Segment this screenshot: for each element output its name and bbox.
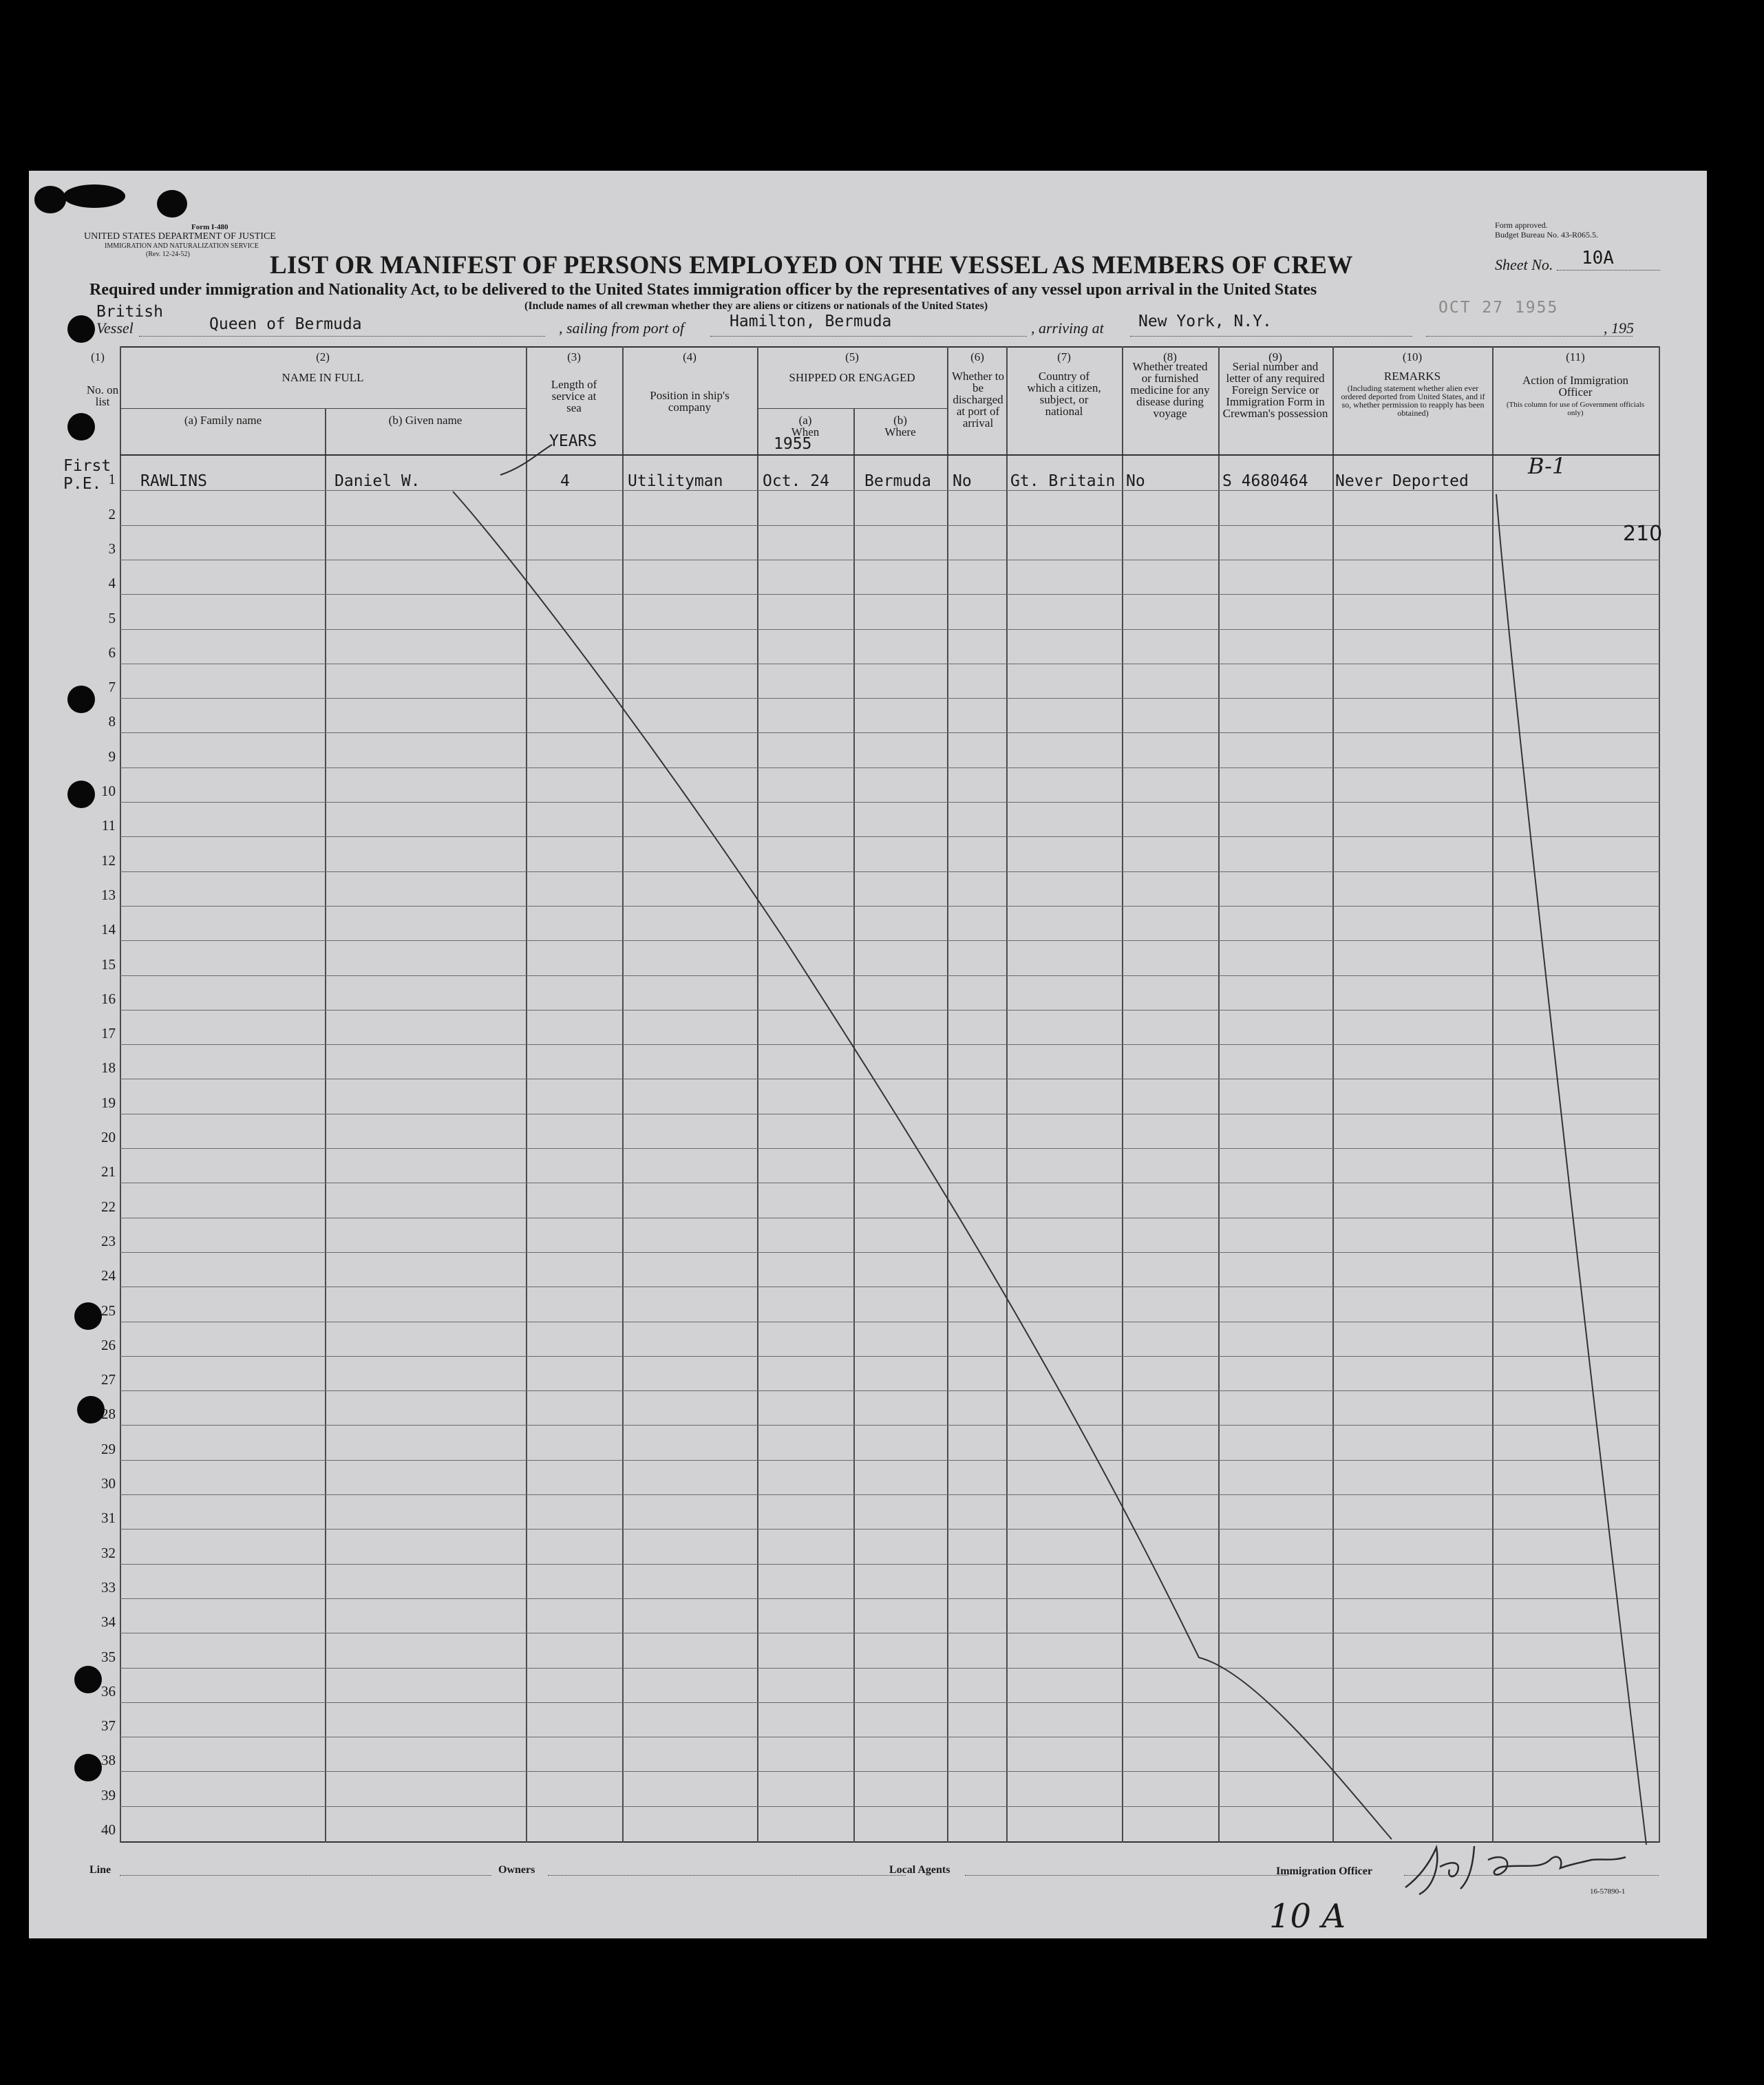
col5-number: (5) [845, 350, 859, 363]
row-number: 8 [108, 713, 116, 730]
col1-title: No. on list [86, 383, 119, 408]
col10-title: REMARKS [1383, 370, 1441, 383]
col5-title: SHIPPED OR ENGAGED [789, 371, 915, 384]
row-number: 35 [101, 1648, 116, 1665]
row-number: 26 [101, 1336, 116, 1353]
col10-note: (Including statement whether alien ever ordered deported from United States, and if so, whether permission to reapply has been obtained) [1341, 383, 1485, 418]
col5a-year-fill: 1955 [774, 435, 812, 453]
row-number: 15 [101, 955, 116, 973]
col9-title: Serial number and letter of any required Foreign Service or Immigration Form in Crewman's possession [1222, 360, 1328, 420]
col11-title: Action of Immigration Officer [1522, 374, 1628, 399]
row-number: 38 [101, 1752, 116, 1769]
row-number: 17 [101, 1025, 116, 1042]
col4-number: (4) [683, 350, 697, 363]
side-number: 210 [1623, 522, 1663, 546]
entry-medicine: No [1126, 472, 1145, 490]
row-number: 3 [108, 540, 116, 557]
entry-position: Utilityman [628, 472, 723, 490]
form-subtitle: Required under immigration and Nationality Act, to be delivered to the United States immigration officer by the representatives of any vessel upon arrival in the United States [89, 281, 1317, 299]
row-number: 25 [101, 1302, 116, 1319]
manifest-page [29, 171, 1707, 1938]
row-number: 14 [101, 921, 116, 938]
row-number: 20 [101, 1129, 116, 1145]
arriving-port: New York, N.Y. [1138, 313, 1272, 330]
sheet-number: 10A [1582, 248, 1614, 268]
row-number: 21 [101, 1163, 116, 1181]
handwritten-sheet-number: 10 A [1269, 1897, 1346, 1936]
col3-number: (3) [567, 350, 581, 363]
row-number: 33 [101, 1578, 116, 1596]
row-number: 28 [101, 1406, 116, 1423]
col11-number: (11) [1566, 350, 1585, 363]
entry-given-name: Daniel W. [334, 472, 421, 490]
year-suffix: , 195 [1604, 319, 1634, 337]
col2-title: NAME IN FULL [281, 371, 364, 384]
form-title: LIST OR MANIFEST OF PERSONS EMPLOYED ON THE VESSEL AS MEMBERS OF CREW [270, 251, 1353, 279]
row-number: 10 [101, 783, 116, 799]
entry-where: Bermuda [864, 472, 931, 490]
row-number: 1 [108, 471, 116, 488]
row-number: 18 [101, 1059, 116, 1077]
row-number: 7 [108, 679, 116, 696]
footer-agents-underline [965, 1875, 1288, 1876]
entry-when: Oct. 24 [763, 472, 829, 490]
row-number: 6 [108, 644, 116, 661]
col10-number: (10) [1402, 350, 1423, 363]
row-number: 27 [101, 1371, 116, 1388]
row-number: 32 [101, 1544, 116, 1561]
vessel-name: Queen of Bermuda [209, 315, 362, 333]
footer-agents-label: Local Agents [889, 1864, 950, 1876]
row-number: 23 [101, 1232, 116, 1249]
row-number: 2 [108, 505, 116, 522]
approval-line-1: Form approved. [1495, 220, 1548, 230]
row-number: 12 [101, 851, 116, 869]
service: IMMIGRATION AND NATURALIZATION SERVICE [105, 242, 259, 250]
row-number: 19 [101, 1094, 116, 1111]
col1-number: (1) [91, 350, 105, 363]
sailing-label: , sailing from port of [559, 319, 684, 337]
col11-note: (This column for use of Government officials only) [1506, 401, 1645, 417]
row-number: 13 [101, 886, 116, 903]
row-number: 9 [108, 748, 116, 765]
col6-number: (6) [970, 350, 984, 363]
footer-line-label: Line [89, 1864, 111, 1876]
pen-strokes [29, 171, 1707, 1938]
col8-number: (8) [1163, 350, 1177, 363]
row-number: 36 [101, 1682, 116, 1700]
col8-title: Whether treated or furnished medicine for any disease during voyage [1130, 360, 1210, 420]
col2b-title: (b) Given name [388, 414, 463, 427]
row-number: 11 [101, 817, 116, 834]
form-number: Form I-480 [191, 223, 229, 231]
row-number: 5 [108, 609, 116, 626]
row-number: 40 [101, 1821, 116, 1838]
row-number: 16 [101, 990, 116, 1007]
footer-line-underline [120, 1875, 491, 1876]
col5b-title: (b) Where [884, 414, 916, 438]
entry-family-name: RAWLINS [140, 472, 207, 490]
row-number: 4 [108, 575, 116, 592]
footer-owners-underline [548, 1875, 906, 1876]
col5a-title: (a) When [791, 414, 820, 438]
col2-number: (2) [316, 350, 330, 363]
approval-line-2: Budget Bureau No. 43-R065.5. [1495, 230, 1598, 240]
row-number: 39 [101, 1786, 116, 1803]
vessel-nationality: British [96, 303, 163, 321]
footer-owners-label: Owners [498, 1864, 535, 1876]
col6-title: Whether to be discharged at port of arrival [952, 370, 1004, 430]
footer-officer-label: Immigration Officer [1276, 1865, 1372, 1877]
revision: (Rev. 12-24-52) [146, 251, 190, 258]
row-number: 34 [101, 1613, 116, 1631]
row-number: 30 [101, 1475, 116, 1492]
entry-serial: S 4680464 [1222, 472, 1308, 490]
col3-years-fill: YEARS [549, 432, 597, 450]
department: UNITED STATES DEPARTMENT OF JUSTICE [84, 231, 276, 242]
sheet-label: Sheet No. [1495, 256, 1553, 273]
row-number: 29 [101, 1440, 116, 1457]
include-note: (Include names of all crewman whether they are aliens or citizens or nationals of the United States) [524, 300, 988, 312]
entry-country: Gt. Britain [1010, 472, 1116, 490]
row-number: 24 [101, 1267, 116, 1284]
col4-title: Position in ship's company [650, 389, 730, 414]
sailing-port: Hamilton, Bermuda [730, 313, 892, 330]
col3-title: Length of service at sea [551, 378, 597, 414]
entry-prefix-2: P.E. [63, 475, 102, 493]
arriving-label: , arriving at [1031, 319, 1104, 337]
entry-discharged: No [953, 472, 972, 490]
row-number: 22 [101, 1198, 116, 1215]
date-stamp: OCT 27 1955 [1438, 299, 1559, 317]
entry-remarks: Never Deported [1335, 472, 1469, 490]
vessel-label: Vessel [96, 319, 134, 337]
row-number: 37 [101, 1717, 116, 1735]
entry-prefix-1: First [63, 457, 111, 475]
entry-years: 4 [560, 472, 570, 490]
col7-title: Country of which a citizen, subject, or national [1027, 370, 1101, 418]
row-number: 31 [101, 1510, 116, 1527]
col7-number: (7) [1057, 350, 1071, 363]
col9-number: (9) [1268, 350, 1282, 363]
col2a-title: (a) Family name [184, 414, 262, 427]
entry-officer-action: B-1 [1528, 453, 1566, 479]
footer-print-code: 16-57890-1 [1590, 1887, 1626, 1896]
